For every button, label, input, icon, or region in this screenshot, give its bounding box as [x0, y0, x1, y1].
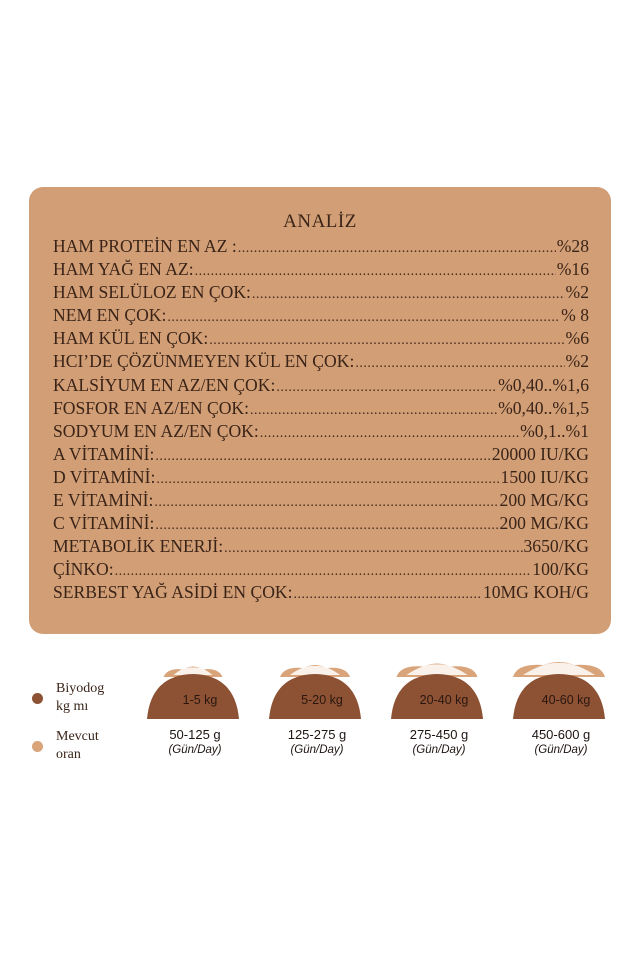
bowl-icon: [511, 655, 607, 721]
bowl-icon: [267, 655, 363, 721]
daily-unit: (Gün/Day): [168, 744, 222, 756]
analysis-row-label: HAM KÜL EN ÇOK:: [53, 328, 209, 349]
analysis-row-label: D VİTAMİNİ:: [53, 466, 156, 487]
analysis-title: ANALİZ: [283, 211, 357, 232]
analysis-row-value: 200 MG/KG: [499, 513, 589, 534]
dot-leader: [155, 514, 498, 535]
dot-leader: [115, 560, 532, 581]
analysis-row: [53, 581, 589, 604]
dog-weight-label: 40-60 kg: [541, 693, 591, 707]
legend-dot-tan: [32, 741, 43, 752]
analysis-row-value: %0,1..%1: [520, 420, 589, 441]
legend-label-line2: oran: [56, 747, 81, 762]
bowl-icon: [389, 655, 485, 721]
dot-leader: [167, 306, 560, 327]
analysis-row: [53, 258, 589, 281]
analysis-row-label: C VİTAMİNİ:: [53, 513, 155, 534]
daily-amount: 275-450 g: [409, 727, 469, 742]
food-highlight: [407, 664, 468, 675]
feeding-guide: [140, 655, 620, 775]
analysis-row-value: %0,40..%1,6: [498, 374, 589, 395]
analysis-row-label: NEM EN ÇOK:: [53, 305, 167, 326]
legend-label-line2: kg mı: [56, 699, 89, 714]
dot-leader: [355, 352, 564, 373]
analysis-row-label: HAM PROTEİN EN AZ :: [53, 236, 237, 256]
dot-leader: [238, 237, 556, 258]
legend-dot-brown: [32, 693, 43, 704]
analysis-row-label: HCI’DE ÇÖZÜNMEYEN KÜL EN ÇOK:: [53, 351, 355, 372]
analysis-row-value: %2: [565, 351, 589, 372]
analysis-row-value: %6: [565, 328, 589, 349]
analysis-row-label: ÇİNKO:: [53, 559, 114, 580]
analysis-row: [53, 374, 589, 397]
legend-item-biyodog: [30, 680, 150, 728]
dot-leader: [209, 329, 564, 350]
analysis-row-value: % 8: [561, 305, 589, 326]
dot-leader: [155, 445, 490, 466]
feeding-bowl: [506, 655, 616, 765]
daily-amount: 450-600 g: [531, 727, 591, 742]
analysis-row-value: 3650/KG: [523, 536, 589, 557]
feeding-bowl: [384, 655, 494, 765]
analysis-row-value: %2: [565, 282, 589, 303]
analysis-row-label: KALSİYUM EN AZ/EN ÇOK:: [53, 374, 276, 395]
analysis-row: [53, 558, 589, 581]
analysis-row-label: E VİTAMİNİ:: [53, 490, 154, 511]
legend-label-line1: Biyodog: [56, 681, 105, 696]
food-highlight: [174, 667, 213, 675]
analysis-row: [53, 304, 589, 327]
analysis-row: [53, 535, 589, 558]
analysis-row-label: METABOLİK ENERJİ:: [53, 536, 224, 557]
legend-item-mevcut: [30, 728, 150, 776]
daily-unit: (Gün/Day): [534, 744, 588, 756]
analysis-row: [53, 350, 589, 373]
dot-leader: [252, 283, 565, 304]
dog-weight-label: 5-20 kg: [301, 693, 343, 707]
analysis-row-value: %16: [556, 259, 589, 280]
analysis-row: [53, 327, 589, 350]
analysis-row-value: %0,40..%1,5: [498, 397, 589, 418]
analysis-row-label: SERBEST YAĞ ASİDİ EN ÇOK:: [53, 582, 293, 603]
dog-weight-label: 1-5 kg: [182, 693, 218, 707]
analysis-row: [53, 281, 589, 304]
food-highlight: [290, 666, 340, 675]
feeding-bowl: [262, 655, 372, 765]
analysis-row: [53, 466, 589, 489]
dot-leader: [260, 422, 519, 443]
bowl-icon: [145, 655, 241, 721]
legend: [30, 680, 150, 776]
dog-weight-label: 20-40 kg: [419, 693, 469, 707]
analysis-row-label: HAM YAĞ EN AZ:: [53, 259, 194, 280]
analysis-row-label: A VİTAMİNİ:: [53, 443, 155, 464]
feeding-bowl: [140, 655, 250, 765]
dot-leader: [250, 399, 497, 420]
analysis-row-value: 200 MG/KG: [499, 490, 589, 511]
dot-leader: [195, 260, 556, 281]
analysis-row: [53, 397, 589, 420]
analysis-row-label: FOSFOR EN AZ/EN ÇOK:: [53, 397, 250, 418]
analysis-row: [53, 443, 589, 466]
dot-leader: [156, 468, 499, 489]
analysis-table: [53, 235, 589, 605]
daily-unit: (Gün/Day): [412, 744, 466, 756]
dot-leader: [154, 491, 498, 512]
dot-leader: [276, 376, 497, 397]
analysis-row: [53, 512, 589, 535]
legend-label-line1: Mevcut: [56, 729, 99, 744]
analysis-row-value: %28: [556, 236, 589, 256]
analysis-row: [53, 420, 589, 443]
analysis-row-label: SODYUM EN AZ/EN ÇOK:: [53, 420, 259, 441]
analysis-row: [53, 489, 589, 512]
analysis-row-value: 10MG KOH/G: [482, 582, 589, 603]
daily-unit: (Gün/Day): [290, 744, 344, 756]
analysis-row-value: 20000 IU/KG: [491, 443, 589, 464]
dot-leader: [294, 583, 482, 604]
dot-leader: [224, 537, 522, 558]
analysis-panel: [29, 187, 611, 634]
analysis-row: [53, 235, 589, 258]
daily-amount: 125-275 g: [287, 727, 347, 742]
analysis-row-value: 1500 IU/KG: [500, 466, 589, 487]
analysis-row-label: HAM SELÜLOZ EN ÇOK:: [53, 282, 251, 303]
analysis-row-value: 100/KG: [532, 559, 589, 580]
daily-amount: 50-125 g: [169, 727, 221, 742]
